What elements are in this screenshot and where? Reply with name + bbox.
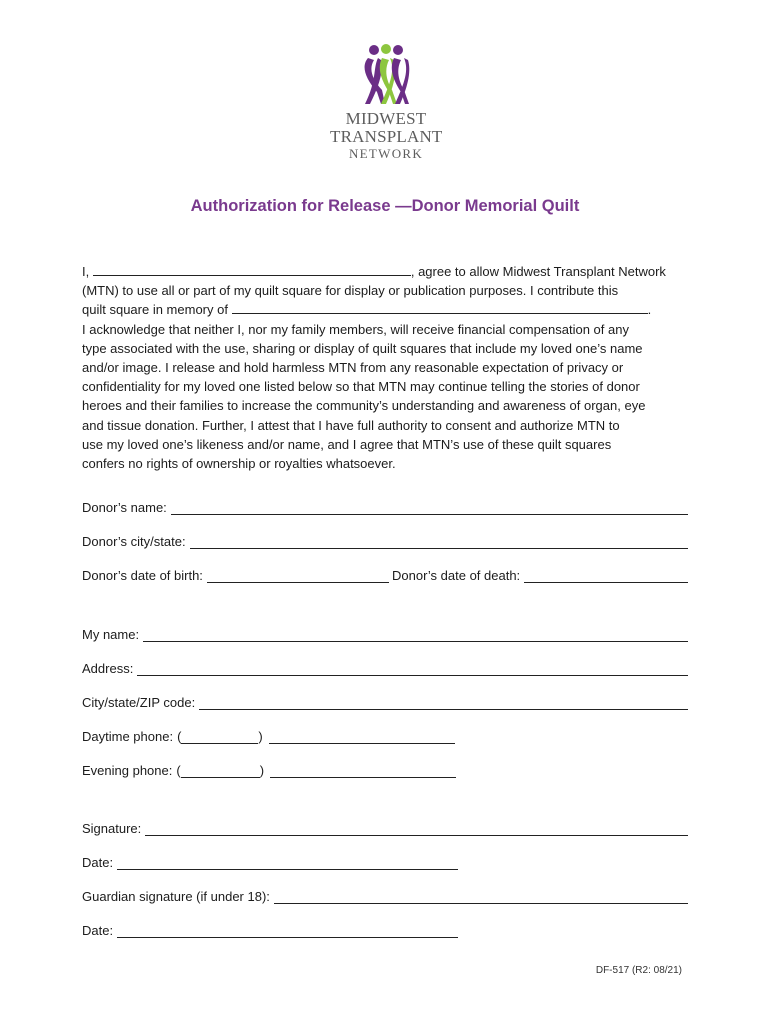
- donor-dob-label: Donor’s date of birth:: [82, 568, 203, 583]
- document-title: Authorization for Release —Donor Memorial Quilt: [190, 197, 580, 215]
- guardian-signature-field: [82, 886, 688, 904]
- city-state-zip-field: [82, 692, 688, 710]
- loved-one-name-blank[interactable]: [232, 301, 648, 314]
- daytime-phone-field: Daytime phone: ( ): [82, 726, 455, 744]
- guardian-signature-input[interactable]: [274, 890, 688, 904]
- logo-text-network: NETWORK: [348, 146, 424, 161]
- logo-text-midwest: MIDWEST: [345, 109, 427, 128]
- date-label: Date:: [82, 855, 114, 870]
- signature-input[interactable]: [145, 822, 688, 836]
- paragraph-line: confers no rights of ownership or royalties whatsoever.: [82, 456, 396, 472]
- evening-phone-number-input[interactable]: [270, 764, 456, 778]
- authorization-paragraph: [82, 262, 692, 473]
- paragraph-line: heroes and their families to increase the community’s understanding and awareness of organ, eye: [82, 398, 646, 414]
- organization-logo: [330, 42, 442, 160]
- my-name-field: [82, 624, 688, 642]
- address-label: Address:: [82, 661, 134, 676]
- donor-dod-input[interactable]: [524, 569, 688, 583]
- form-number: DF-517 (R2: 08/21): [595, 965, 682, 976]
- donor-city-state-field: [82, 531, 688, 549]
- date-input[interactable]: [117, 856, 458, 870]
- guardian-date-field: [82, 920, 458, 938]
- my-name-input[interactable]: [143, 628, 688, 642]
- paragraph-line: and tissue donation. Further, I attest that I have full authority to consent and authorize MTN to: [82, 417, 620, 433]
- donor-city-state-input[interactable]: [190, 535, 688, 549]
- address-field: [82, 658, 688, 676]
- paragraph-line: I acknowledge that neither I, nor my family members, will receive financial compensation of any: [82, 321, 629, 337]
- paragraph-line: use my loved one’s likeness and/or name, and I agree that MTN’s use of these quilt squares: [82, 436, 612, 452]
- donor-dod-field: [392, 565, 688, 583]
- donor-name-field: [82, 497, 688, 515]
- guardian-date-input[interactable]: [117, 924, 458, 938]
- guardian-signature-label: Guardian signature (if under 18):: [82, 889, 270, 904]
- donor-dod-label: Donor’s date of death:: [392, 568, 521, 583]
- donor-dob-input[interactable]: [207, 569, 389, 583]
- authorizer-name-blank[interactable]: [93, 263, 411, 276]
- date-field: [82, 852, 458, 870]
- daytime-phone-label: Daytime phone:: [82, 729, 174, 744]
- guardian-date-label: Date:: [82, 923, 114, 938]
- donor-dob-field: [82, 565, 389, 583]
- signature-label: Signature:: [82, 821, 142, 836]
- signature-field: [82, 818, 688, 836]
- evening-phone-label: Evening phone:: [82, 763, 173, 778]
- donor-name-label: Donor’s name:: [82, 500, 167, 515]
- evening-phone-field: Evening phone: ( ): [82, 760, 456, 778]
- city-state-zip-input[interactable]: [199, 696, 688, 710]
- address-input[interactable]: [137, 662, 688, 676]
- logo-text-transplant: TRANSPLANT: [330, 127, 443, 146]
- paragraph-line: type associated with the use, sharing or display of quilt squares that include my loved one’s name: [82, 340, 643, 356]
- daytime-phone-number-input[interactable]: [269, 730, 455, 744]
- paragraph-line: confidentiality for my loved one listed below so that MTN may continue telling the stories of donor: [82, 379, 640, 395]
- three-ribbons-people-logo-icon: [351, 42, 421, 106]
- city-state-zip-label: City/state/ZIP code:: [82, 695, 196, 710]
- evening-phone-area-code-input[interactable]: [181, 764, 260, 778]
- donor-name-input[interactable]: [171, 501, 688, 515]
- paragraph-line: quilt square in memory of .: [82, 302, 652, 318]
- daytime-phone-area-code-input[interactable]: [181, 730, 258, 744]
- my-name-label: My name:: [82, 627, 140, 642]
- paragraph-line: and/or image. I release and hold harmless MTN from any reasonable expectation of privacy or: [82, 360, 624, 376]
- paragraph-line: (MTN) to use all or part of my quilt square for display or publication purposes. I contribute this: [82, 283, 619, 299]
- paragraph-line: I, , agree to allow Midwest Transplant Network: [82, 264, 666, 279]
- donor-city-state-label: Donor’s city/state:: [82, 534, 186, 549]
